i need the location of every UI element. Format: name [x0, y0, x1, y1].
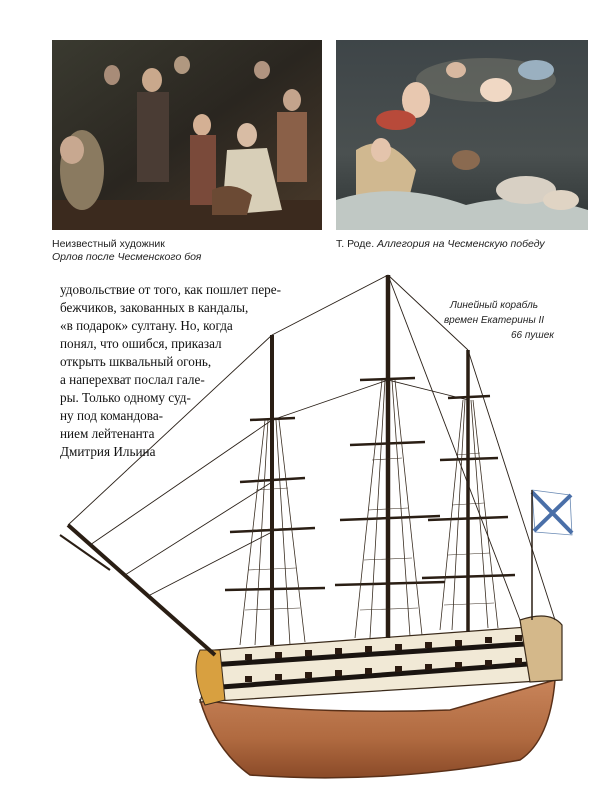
body-line: понял, что ошибся, приказал: [60, 336, 222, 351]
body-line: открыть шквальный огонь,: [60, 354, 212, 369]
caption-left-title: Орлов после Чесменского боя: [52, 251, 202, 263]
body-line: нием лейтенанта: [60, 426, 155, 441]
caption-right-painting: [336, 238, 588, 251]
caption-right-title: Аллегория на Чесменскую победу: [377, 238, 545, 250]
body-line: ну под командова-: [60, 408, 164, 423]
ship-caption-line2: времен Екатерины II: [443, 315, 545, 326]
ship-caption: [420, 298, 568, 343]
body-text: [60, 281, 281, 461]
caption-left-painting: [52, 238, 322, 264]
body-line: ры. Только одному суд-: [60, 390, 191, 405]
painting-orlov-after-chesma: [52, 40, 322, 230]
body-line: удовольствие от того, как пошлет пере-: [60, 282, 282, 297]
body-line: бежчиков, закованных в кандалы,: [60, 300, 249, 315]
body-line: а наперехват послал гале-: [60, 372, 205, 387]
body-line: «в подарок» султану. Но, когда: [60, 318, 233, 333]
body-line: Дмитрия Ильина: [60, 444, 156, 459]
caption-left-artist: Неизвестный художник: [52, 238, 165, 250]
painting-allegory-chesma: [336, 40, 588, 230]
ship-caption-line3: 66 пушек: [511, 330, 554, 341]
ship-caption-line1: Линейный корабль: [450, 300, 538, 311]
caption-right-author: Т. Роде.: [336, 238, 375, 250]
